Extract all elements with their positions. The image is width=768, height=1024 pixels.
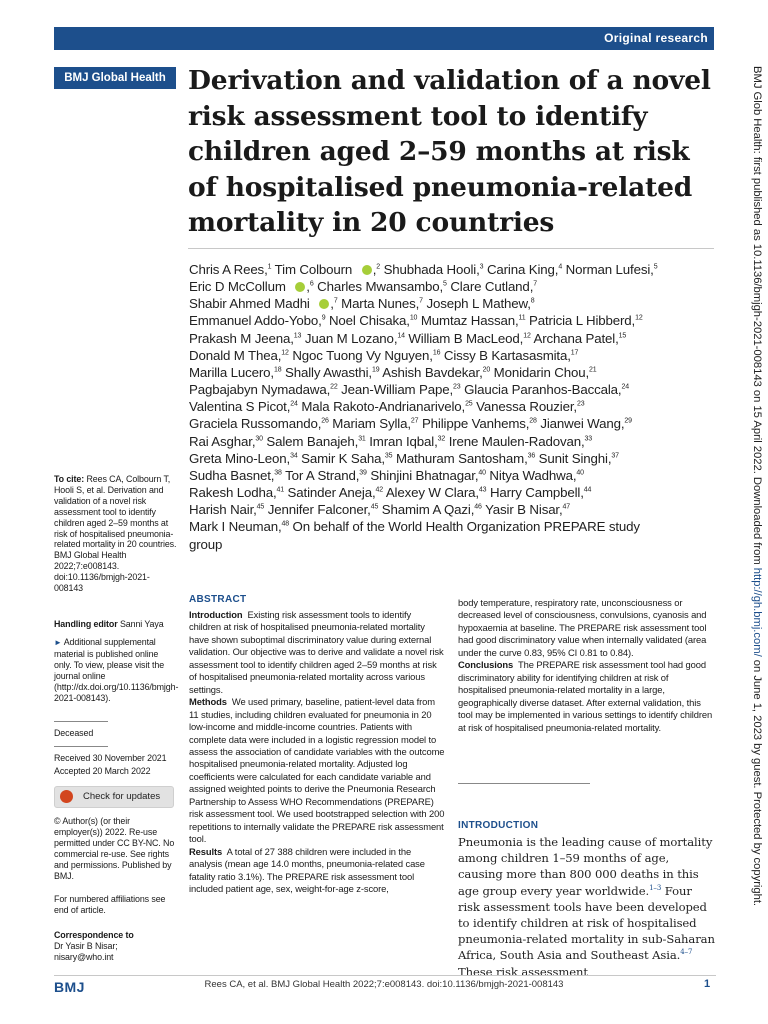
methods-label: Methods <box>189 696 227 708</box>
intro-sentence-3: These risk assessment <box>458 964 588 979</box>
editor-label: Handling editor <box>54 619 118 629</box>
deceased-note: Deceased <box>54 728 94 738</box>
author-line: Rai Asghar,$^{30}$ Salem Banajeh,$^{31}$ Imran Iqbal,$^{32}$ Irene Maulen-Radovan,$^{33}$ <box>189 433 593 449</box>
supplemental-note <box>54 637 178 703</box>
section-banner <box>54 27 714 50</box>
cite-label: To cite: <box>54 474 85 484</box>
affiliations-note: For numbered affiliations see end of article. <box>54 894 166 915</box>
abstract-col-2 <box>458 597 713 734</box>
abstract-end-rule <box>458 783 590 784</box>
check-updates-label: Check for updates <box>83 791 161 802</box>
divider <box>54 746 108 747</box>
orcid-icon[interactable] <box>319 299 329 309</box>
divider <box>54 721 108 722</box>
journal-badge: BMJ Global Health <box>54 67 176 89</box>
author-line: Marilla Lucero,$^{18}$ Shally Awasthi,$^{19}$ Ashish Bavdekar,$^{20}$ Monidarin Chou,$^{21}$ <box>189 364 597 380</box>
conclusions-text: The PREPARE risk assessment tool had good discriminatory ability for identifying children at risk of hospitalised pneumonia-related mortality in a large, geographically diverse dataset. After external validation, this tool may be implemented in various settings to identify children at risk of hospitalised pneumonia-related mortality. <box>458 659 713 733</box>
abstract-heading: ABSTRACT <box>189 594 247 605</box>
article-title: Derivation and validation of a novel risk assessment tool to identify children aged 2–59 months at risk of hospitalised pneumonia-related mortality in 20 countries <box>188 65 711 238</box>
author-line: Mark I Neuman,$^{48}$ On behalf of the World Health Organization PREPARE study <box>189 519 640 535</box>
introduction-paragraph <box>458 834 715 980</box>
footer-citation: Rees CA, et al. BMJ Global Health 2022;7:e008143. doi:10.1136/bmjgh-2021-008143 <box>204 979 564 990</box>
orcid-icon[interactable] <box>295 282 305 292</box>
bmj-logo: BMJ <box>54 979 85 995</box>
author-line: Donald M Thea,$^{12}$ Ngoc Tuong Vy Nguyen,$^{16}$ Cissy B Kartasasmita,$^{17}$ <box>189 347 579 363</box>
page-number: 1 <box>704 978 711 990</box>
download-notice-suffix: on June 1, 2023 by guest. Protected by copyright. <box>751 656 763 907</box>
download-notice <box>749 66 763 956</box>
check-for-updates-button[interactable] <box>54 786 174 808</box>
correspondence-label: Correspondence to <box>54 930 134 940</box>
author-line: Sudha Basnet,$^{38}$ Tor A Strand,$^{39}$ Shinjini Bhatnagar,$^{40}$ Nitya Wadhwa,$^{40}$ <box>189 467 584 483</box>
intro-text: Existing risk assessment tools to identify children at risk of hospitalised pneumonia-related mortality have shown suboptimal discriminatory value during external validation. Our objective was to derive and validate a novel risk assessment tool to identify children aged 2–59 months at risk of hospitalised pneumonia-related mortality across various settings. <box>189 609 444 695</box>
footer-divider <box>54 975 716 976</box>
journal-link[interactable]: http://gh.bmj.com/ <box>751 567 763 657</box>
supplemental-text: Additional supplemental material is published online only. To view, please visit the journal online (http://dx.doi.org/10.1136/bmjgh-2021-008143). <box>54 637 179 703</box>
methods-text: We used primary, baseline, patient-level data from 11 studies, including children evaluated for pneumonia in 20 low-income and middle-income countries. Patients with complete data were included in a logistic regression model to assess the association of candidate variables with the outcome hospitalised pneumonia-related mortality. Adjusted log coefficients were calculated for each candidate variable and assigned weighted points to derive the Pneumonia Research Partnership to Assess WHO Recommendations (PREPARE) risk assessment tool. We used bootstrapped selection with 200 repetitions to internally validate the PREPARE risk assessment tool. <box>189 696 445 845</box>
conclusions-label: Conclusions <box>458 659 514 671</box>
author-line: Prakash M Jeena,$^{13}$ Juan M Lozano,$^{14}$ William B MacLeod,$^{12}$ Archana Patel,$^{15}$ <box>189 330 627 346</box>
abstract-results <box>189 846 445 896</box>
author-line: Pagbajabyn Nymadawa,$^{22}$ Jean-William Pape,$^{23}$ Glaucia Paranhos-Baccala,$^{24}$ <box>189 382 629 398</box>
author-line: Harish Nair,$^{45}$ Jennifer Falconer,$^{45}$ Shamim A Qazi,$^{46}$ Yasir B Nisar,$^{47}$ <box>189 502 571 518</box>
author-line: Rakesh Lodha,$^{41}$ Satinder Aneja,$^{42}$ Alexey W Clara,$^{43}$ Harry Campbell,$^{44}$ <box>189 485 592 501</box>
author-line: Graciela Russomando,$^{26}$ Mariam Sylla,$^{27}$ Philippe Vanhems,$^{28}$ Jianwei Wang,$^{29}$ <box>189 416 632 432</box>
cite-text: Rees CA, Colbourn T, Hooli S, et al. Derivation and validation of a novel risk assessment tool to identify children aged 2–59 months at risk of hospitalised pneumonia-related mortality in 20 countries. BMJ Global Health 2022;7:e008143. doi:10.1136/bmjgh-2021-008143 <box>54 474 177 594</box>
correspondence-block <box>54 930 178 963</box>
section-label: Original research <box>604 31 708 45</box>
cite-block <box>54 474 178 594</box>
crossmark-icon <box>60 790 73 803</box>
results-label: Results <box>189 845 223 857</box>
received-date: Received 30 November 2021 <box>54 753 167 763</box>
editor-name: Sanni Yaya <box>119 619 164 629</box>
title-divider <box>188 248 714 249</box>
author-line: Emmanuel Addo-Yobo,$^9$ Noel Chisaka,$^{10}$ Mumtaz Hassan,$^{11}$ Patricia L Hibberd,$^{12}$ <box>189 313 643 329</box>
abstract-introduction <box>189 609 445 696</box>
accepted-date: Accepted 20 March 2022 <box>54 766 151 776</box>
reference-link[interactable]: 1–3 <box>649 883 662 892</box>
arrow-right-icon: ► <box>54 638 62 647</box>
copyright-note: © Author(s) (or their employer(s)) 2022. Re-use permitted under CC BY-NC. No commercial re-use. See rights and permissions. Published by BMJ. <box>54 816 175 881</box>
correspondence-text: Dr Yasir B Nisar; nisary@who.int <box>54 940 118 962</box>
orcid-icon[interactable] <box>362 265 372 275</box>
author-line: Valentina S Picot,$^{24}$ Mala Rakoto-Andrianarivelo,$^{25}$ Vanessa Rouzier,$^{23}$ <box>189 399 585 415</box>
author-line: Shabir Ahmed Madhi ,$^7$ Marta Nunes,$^7$ Joseph L Mathew,$^8$ <box>189 296 535 312</box>
abstract-methods <box>189 696 445 845</box>
abstract-conclusions <box>458 659 713 734</box>
intro-label: Introduction <box>189 609 243 620</box>
reference-link[interactable]: 4–7 <box>680 948 693 957</box>
abstract-results-continued: body temperature, respiratory rate, unconsciousness or decreased level of consciousness, convulsions, cyanosis and hypoxaemia at baseline. The PREPARE risk assessment tool had good discriminatory value when internally validated (area under the curve 0.83, 95% CI 0.81 to 0.84). <box>458 597 707 658</box>
introduction-heading: INTRODUCTION <box>458 820 539 831</box>
author-list <box>189 261 717 553</box>
intro-sentence-1: Pneumonia is the leading cause of mortality among children 1–59 months of age, causing more than 800 000 deaths in this age group every year worldwide. <box>458 835 713 898</box>
download-notice-prefix: BMJ Glob Health: first published as 10.1136/bmjgh-2021-008143 on 15 April 2022. Downloaded from <box>751 66 763 568</box>
author-line: Eric D McCollum ,$^6$ Charles Mwansambo,$^5$ Clare Cutland,$^7$ <box>189 279 537 295</box>
author-line: Greta Mino-Leon,$^{34}$ Samir K Saha,$^{35}$ Mathuram Santosham,$^{36}$ Sunit Singhi,$^{37}$ <box>189 450 619 466</box>
results-text: A total of 27 388 children were included in the analysis (mean age 14.0 months, pneumonia-related case fatality ratio 3.1%). The PREPARE risk assessment tool included patient age, sex, weight-for-age z-score, <box>189 845 425 894</box>
intro-sentence-2: Four risk assessment tools have been developed to identify children at risk of hospitalised pneumonia-related mortality in sub-Saharan Africa, South Asia and Southeast Asia. <box>458 883 715 963</box>
editor-block <box>54 619 178 630</box>
author-line: Chris A Rees,$^1$ Tim Colbourn ,$^2$ Shubhada Hooli,$^3$ Carina King,$^4$ Norman Lufesi,$^5$ <box>189 262 658 277</box>
author-line: group <box>189 536 223 552</box>
abstract-col-1 <box>189 609 445 895</box>
